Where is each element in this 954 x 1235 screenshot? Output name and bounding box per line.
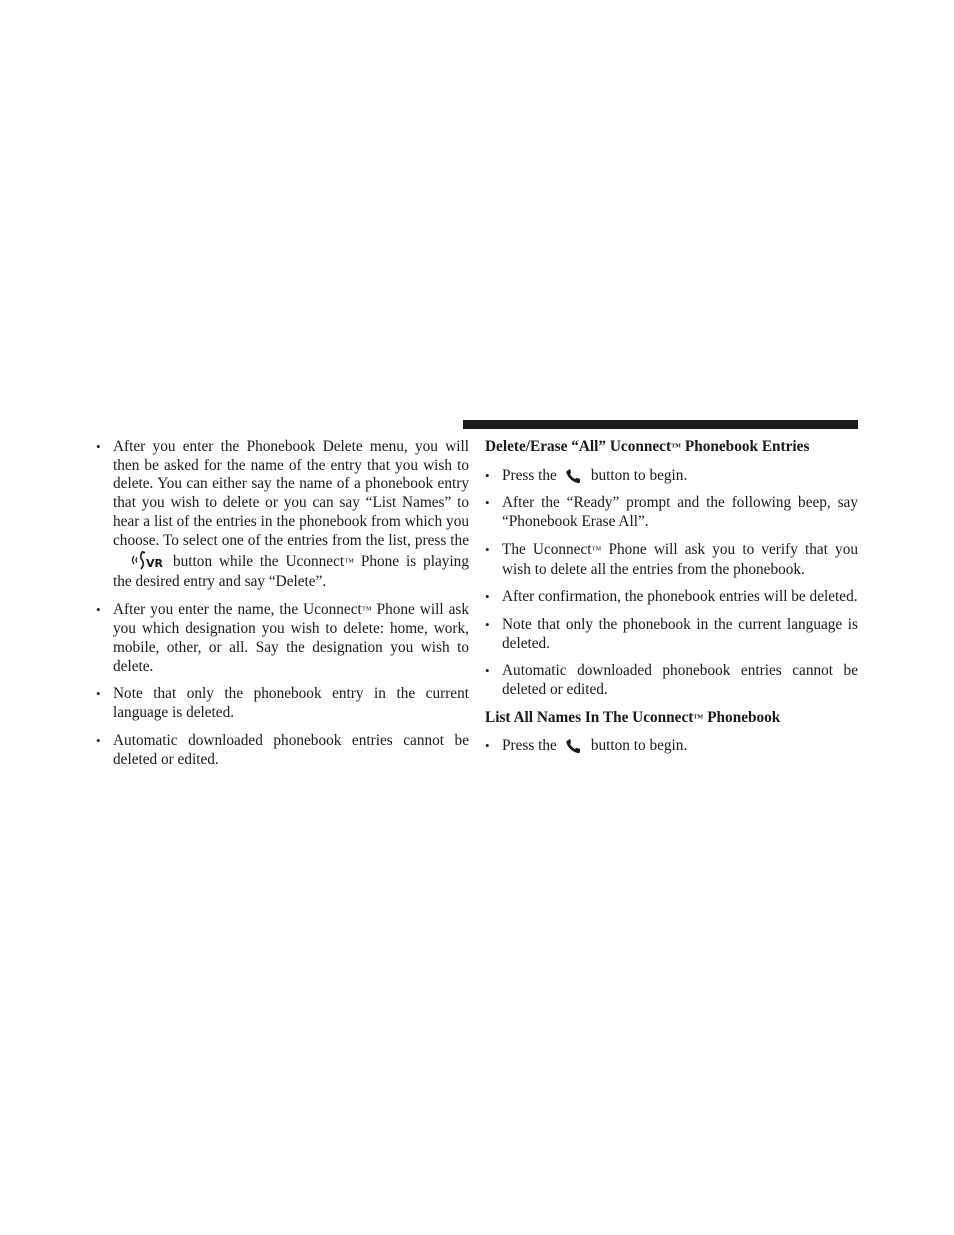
list-item	[485, 737, 858, 756]
section-header-rule	[463, 420, 858, 429]
bullet-list-right-1	[485, 467, 858, 700]
list-item: • After confirmation, the phonebook entries will be deleted.	[485, 588, 858, 607]
phone-icon	[563, 468, 585, 484]
bullet-text: After you enter the Phonebook Delete menu, you will then be asked for the name of the entry that you wish to delete. You can either say the name of a phonebook entry that you wish to delete or you can say “List Names” to hear a list of the entries in the phonebook from which you choose. To select one of the entries from the list, press the	[113, 438, 469, 549]
heading-text: Delete/Erase “All” Uconnect	[485, 438, 672, 455]
bullet-text: Phone is playing the desired entry and say “Delete”.	[113, 553, 469, 590]
list-item	[96, 601, 469, 677]
trademark: ™	[344, 557, 354, 569]
heading-text: List All Names In The Uconnect	[485, 708, 694, 726]
right-column	[485, 438, 858, 765]
heading-text: Phonebook Entries	[681, 438, 810, 455]
list-item: • Automatic downloaded phonebook entries cannot be deleted or edited.	[485, 662, 858, 699]
bullet-text: button to begin.	[590, 737, 688, 755]
list-item: • Automatic downloaded phonebook entries cannot be deleted or edited.	[96, 732, 469, 769]
trademark: ™	[361, 604, 372, 616]
bullet-text: Press the	[502, 737, 557, 755]
svg-text:VR: VR	[146, 557, 163, 571]
bullet-text: Phone will ask you which designation you wish to delete: home, work, mobile, other, or all. Say the designation you wish to delete.	[113, 600, 469, 675]
bullet-text: After you enter the name, the Uconnect	[113, 600, 362, 618]
list-item: • Note that only the phonebook in the current language is deleted.	[485, 616, 858, 653]
list-item	[485, 467, 858, 486]
phone-icon	[563, 738, 585, 754]
bullet-list-left	[96, 438, 469, 769]
bullet-text: Press the	[502, 466, 557, 484]
heading-text: Phonebook	[703, 708, 781, 726]
trademark: ™	[693, 712, 704, 724]
list-item	[96, 438, 469, 592]
bullet-text: Phone will ask you to verify that you wish to delete all the entries from the phonebook.	[502, 540, 858, 578]
list-item	[485, 541, 858, 579]
trademark: ™	[591, 544, 602, 556]
section-heading	[485, 438, 858, 458]
trademark: ™	[671, 442, 682, 453]
bullet-text: button to begin.	[590, 466, 688, 484]
bullet-list-right-2	[485, 737, 858, 756]
section-heading	[485, 709, 858, 729]
left-column	[96, 438, 469, 778]
bullet-text: The Uconnect	[502, 540, 592, 558]
bullet-text: button while the Uconnect	[173, 553, 345, 571]
voice-recognition-icon	[129, 550, 163, 570]
list-item: • After the “Ready” prompt and the following beep, say “Phonebook Erase All”.	[485, 494, 858, 531]
list-item: • Note that only the phonebook entry in the current language is deleted.	[96, 685, 469, 722]
